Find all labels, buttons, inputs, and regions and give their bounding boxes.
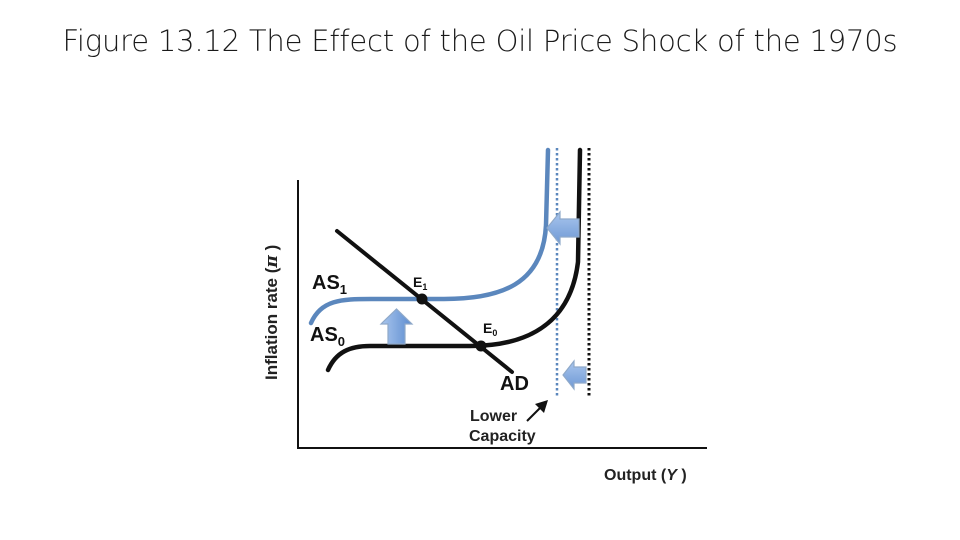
e0-point xyxy=(476,341,487,352)
x-axis-label: Output (Y ) xyxy=(604,467,687,484)
slide-title: Figure 13.12 The Effect of the Oil Price Shock of the 1970s xyxy=(62,24,898,58)
e1-point xyxy=(417,294,428,305)
as0-curve xyxy=(328,150,580,370)
shift-up-arrow-icon xyxy=(381,309,412,344)
capacity-shift-arrow-lower-icon xyxy=(563,361,586,389)
annotation-line1: Lower xyxy=(470,408,518,425)
as1-label: $AS_1$ xyxy=(312,272,348,297)
annotation-line2: Capacity xyxy=(469,428,536,445)
as0-label: $AS_0$ xyxy=(310,324,346,349)
e0-label: $E_0$ xyxy=(483,320,498,338)
ad-label: AD xyxy=(500,373,529,395)
capacity-shift-arrow-upper-icon xyxy=(547,212,579,244)
y-axis-label: Inflation rate (π ) xyxy=(262,244,282,380)
e1-label: $E_1$ xyxy=(413,274,428,292)
